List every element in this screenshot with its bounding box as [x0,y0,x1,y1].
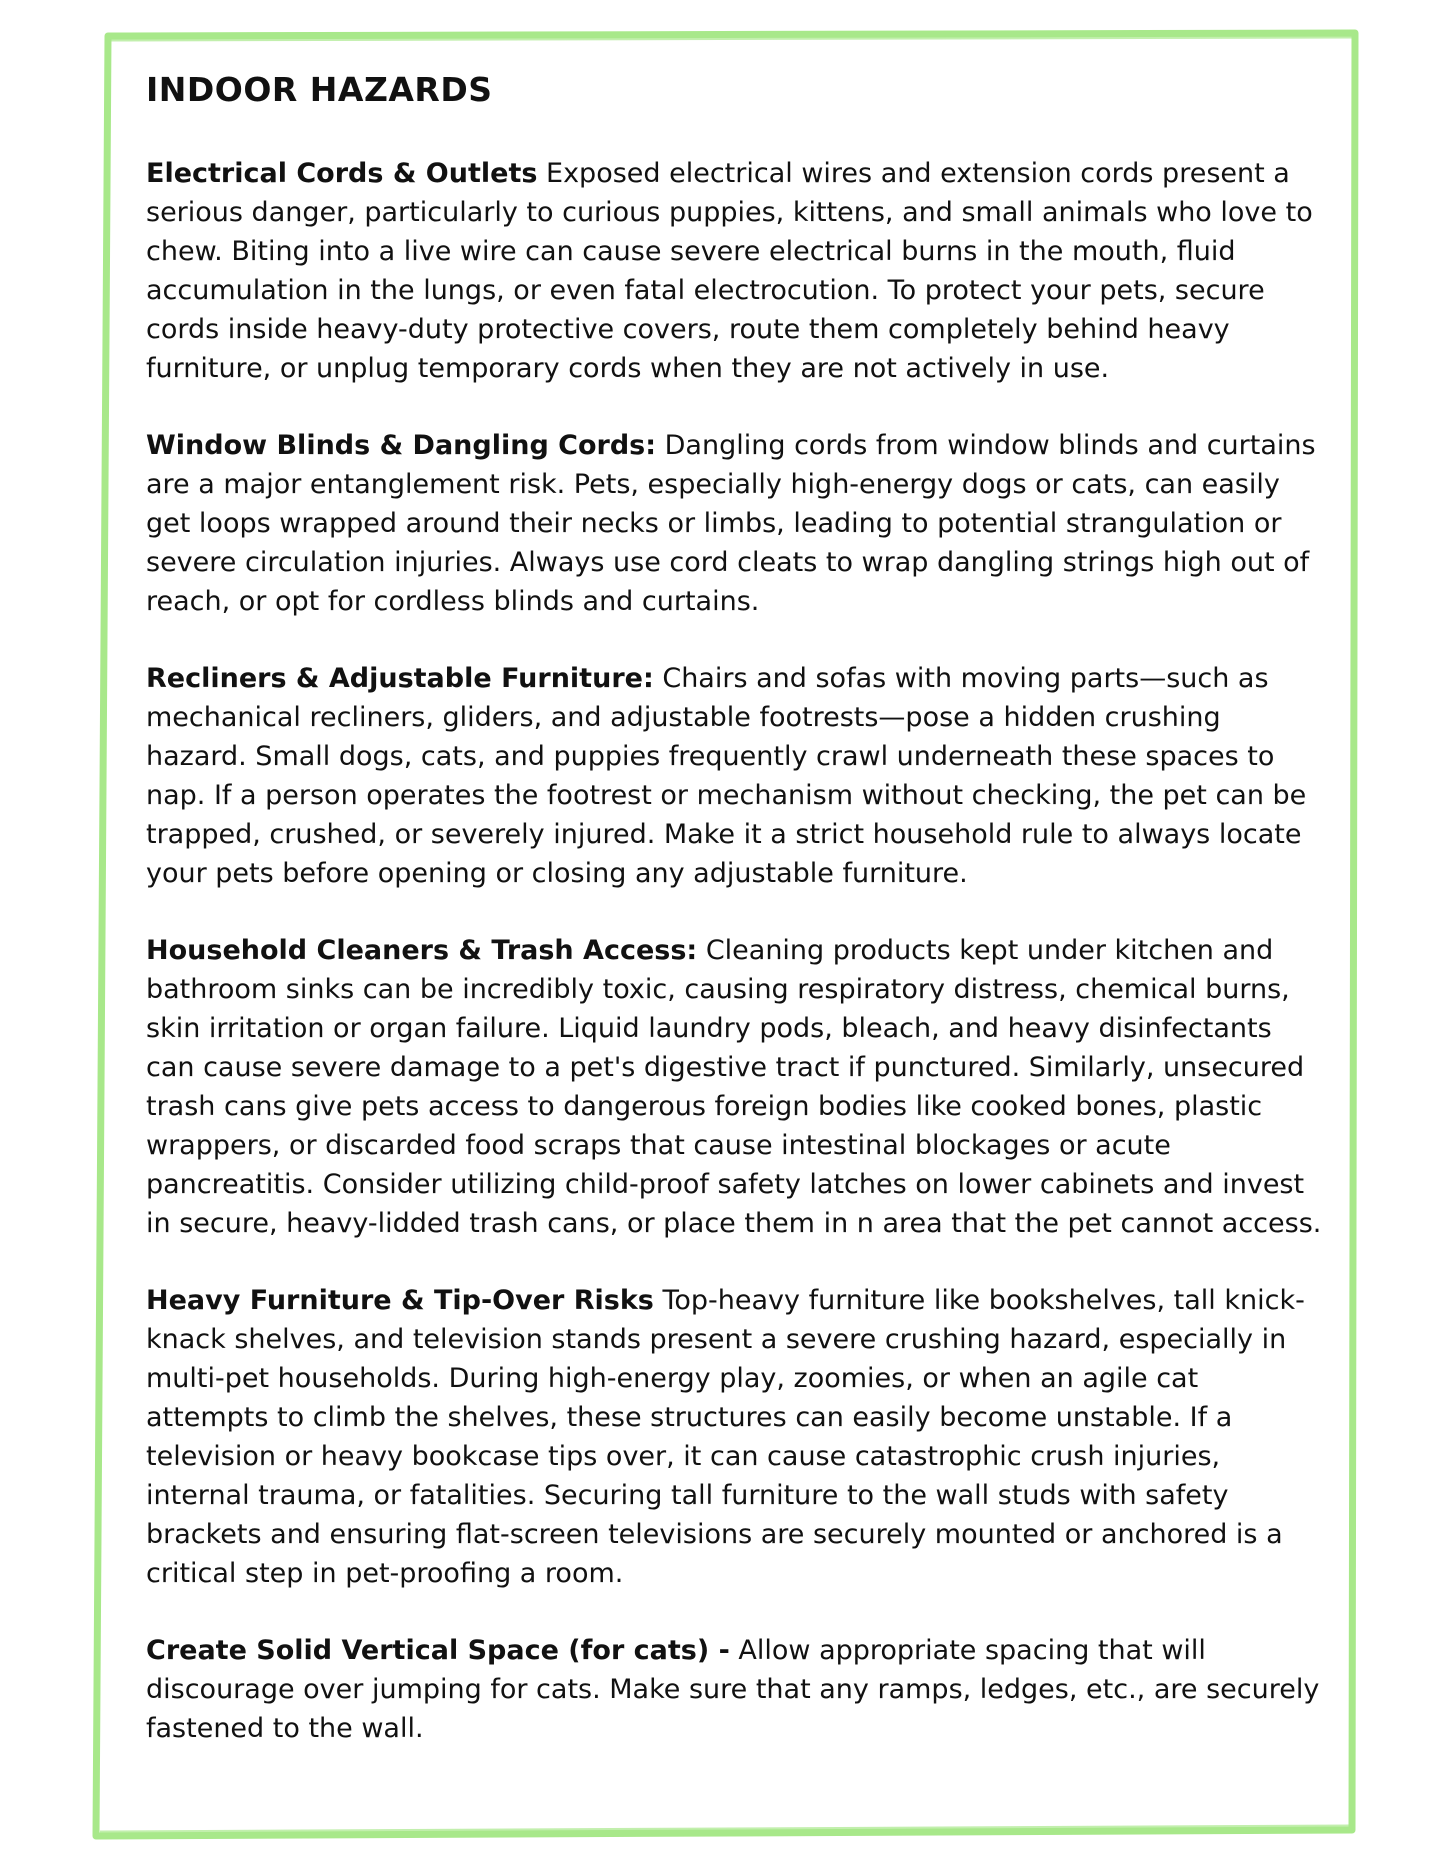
section-body: Dangling cords from window blinds and curtains are a major entanglement risk. Pets, especially high-energy dogs or cats, can easily get loops wrapped around their necks or limbs, leading to potential strangulation or severe circulation injuries. Always use cord cleats to wrap dangling strings high out of reach, or opt for cordless blinds and curtains. [146,429,1316,617]
section-body: Exposed electrical wires and extension cords present a serious danger, particularly to curious puppies, kittens, and small animals who love to chew. Biting into a live wire can cause severe electrical burns in the mouth, fluid accumulation in the lungs, or even fatal electrocution. To protect your pets, secure cords inside heavy-duty protective covers, route them completely behind heavy furniture, or unplug temporary cords when they are not actively in use. [146,157,1313,384]
section-body: Chairs and sofas with moving parts—such as mechanical recliners, gliders, and adjustable footrests—pose a hidden crushing hazard. Small dogs, cats, and puppies frequently crawl underneath these spaces to nap. If a person operates the footrest or mechanism without checking, the pet can be trapped, crushed, or severely injured. Make it a strict household rule to always locate your pets before opening or closing any adjustable furniture. [146,662,1307,889]
section-heading: Window Blinds & Dangling Cords: [146,429,657,461]
section-heavy-furniture [146,1281,1326,1593]
document-body [146,70,1326,1786]
section-household-cleaners [146,931,1326,1243]
section-heading: Electrical Cords & Outlets [146,157,538,189]
page-title: INDOOR HAZARDS [146,70,493,109]
section-vertical-space [146,1631,1326,1748]
section-body: Cleaning products kept under kitchen and bathroom sinks can be incredibly toxic, causing respiratory distress, chemical burns, skin irritation or organ failure. Liquid laundry pods, bleach, and heavy disinfectants can cause severe damage to a pet's digestive tract if punctured. Similarly, unsecured trash cans give pets access to dangerous foreign bodies like cooked bones, plastic wrappers, or discarded food scraps that cause intestinal blockages or acute pancreatitis. Consider utilizing child-proof safety latches on lower cabinets and invest in secure, heavy-lidded trash cans, or place them in n area that the pet cannot access. [146,934,1322,1239]
section-heading: Recliners & Adjustable Furniture: [146,662,654,694]
section-body: Allow appropriate spacing that will discourage over jumping for cats. Make sure that any ramps, ledges, etc., are securely fastened to the wall. [146,1634,1320,1744]
section-heading: Create Solid Vertical Space (for cats) - [146,1634,730,1666]
section-recliners [146,659,1326,893]
section-heading: Household Cleaners & Trash Access: [146,934,698,966]
section-electrical-cords [146,154,1326,388]
section-body: Top-heavy furniture like bookshelves, tall knick-knack shelves, and television stands present a severe crushing hazard, especially in multi-pet households. During high-energy play, zoomies, or when an agile cat attempts to climb the shelves, these structures can easily become unstable. If a television or heavy bookcase tips over, it can cause catastrophic crush injuries, internal trauma, or fatalities. Securing tall furniture to the wall studs with safety brackets and ensuring flat-screen televisions are securely mounted or anchored is a critical step in pet-proofing a room. [146,1284,1305,1589]
section-window-blinds [146,426,1326,621]
section-heading: Heavy Furniture & Tip-Over Risks [146,1284,654,1316]
